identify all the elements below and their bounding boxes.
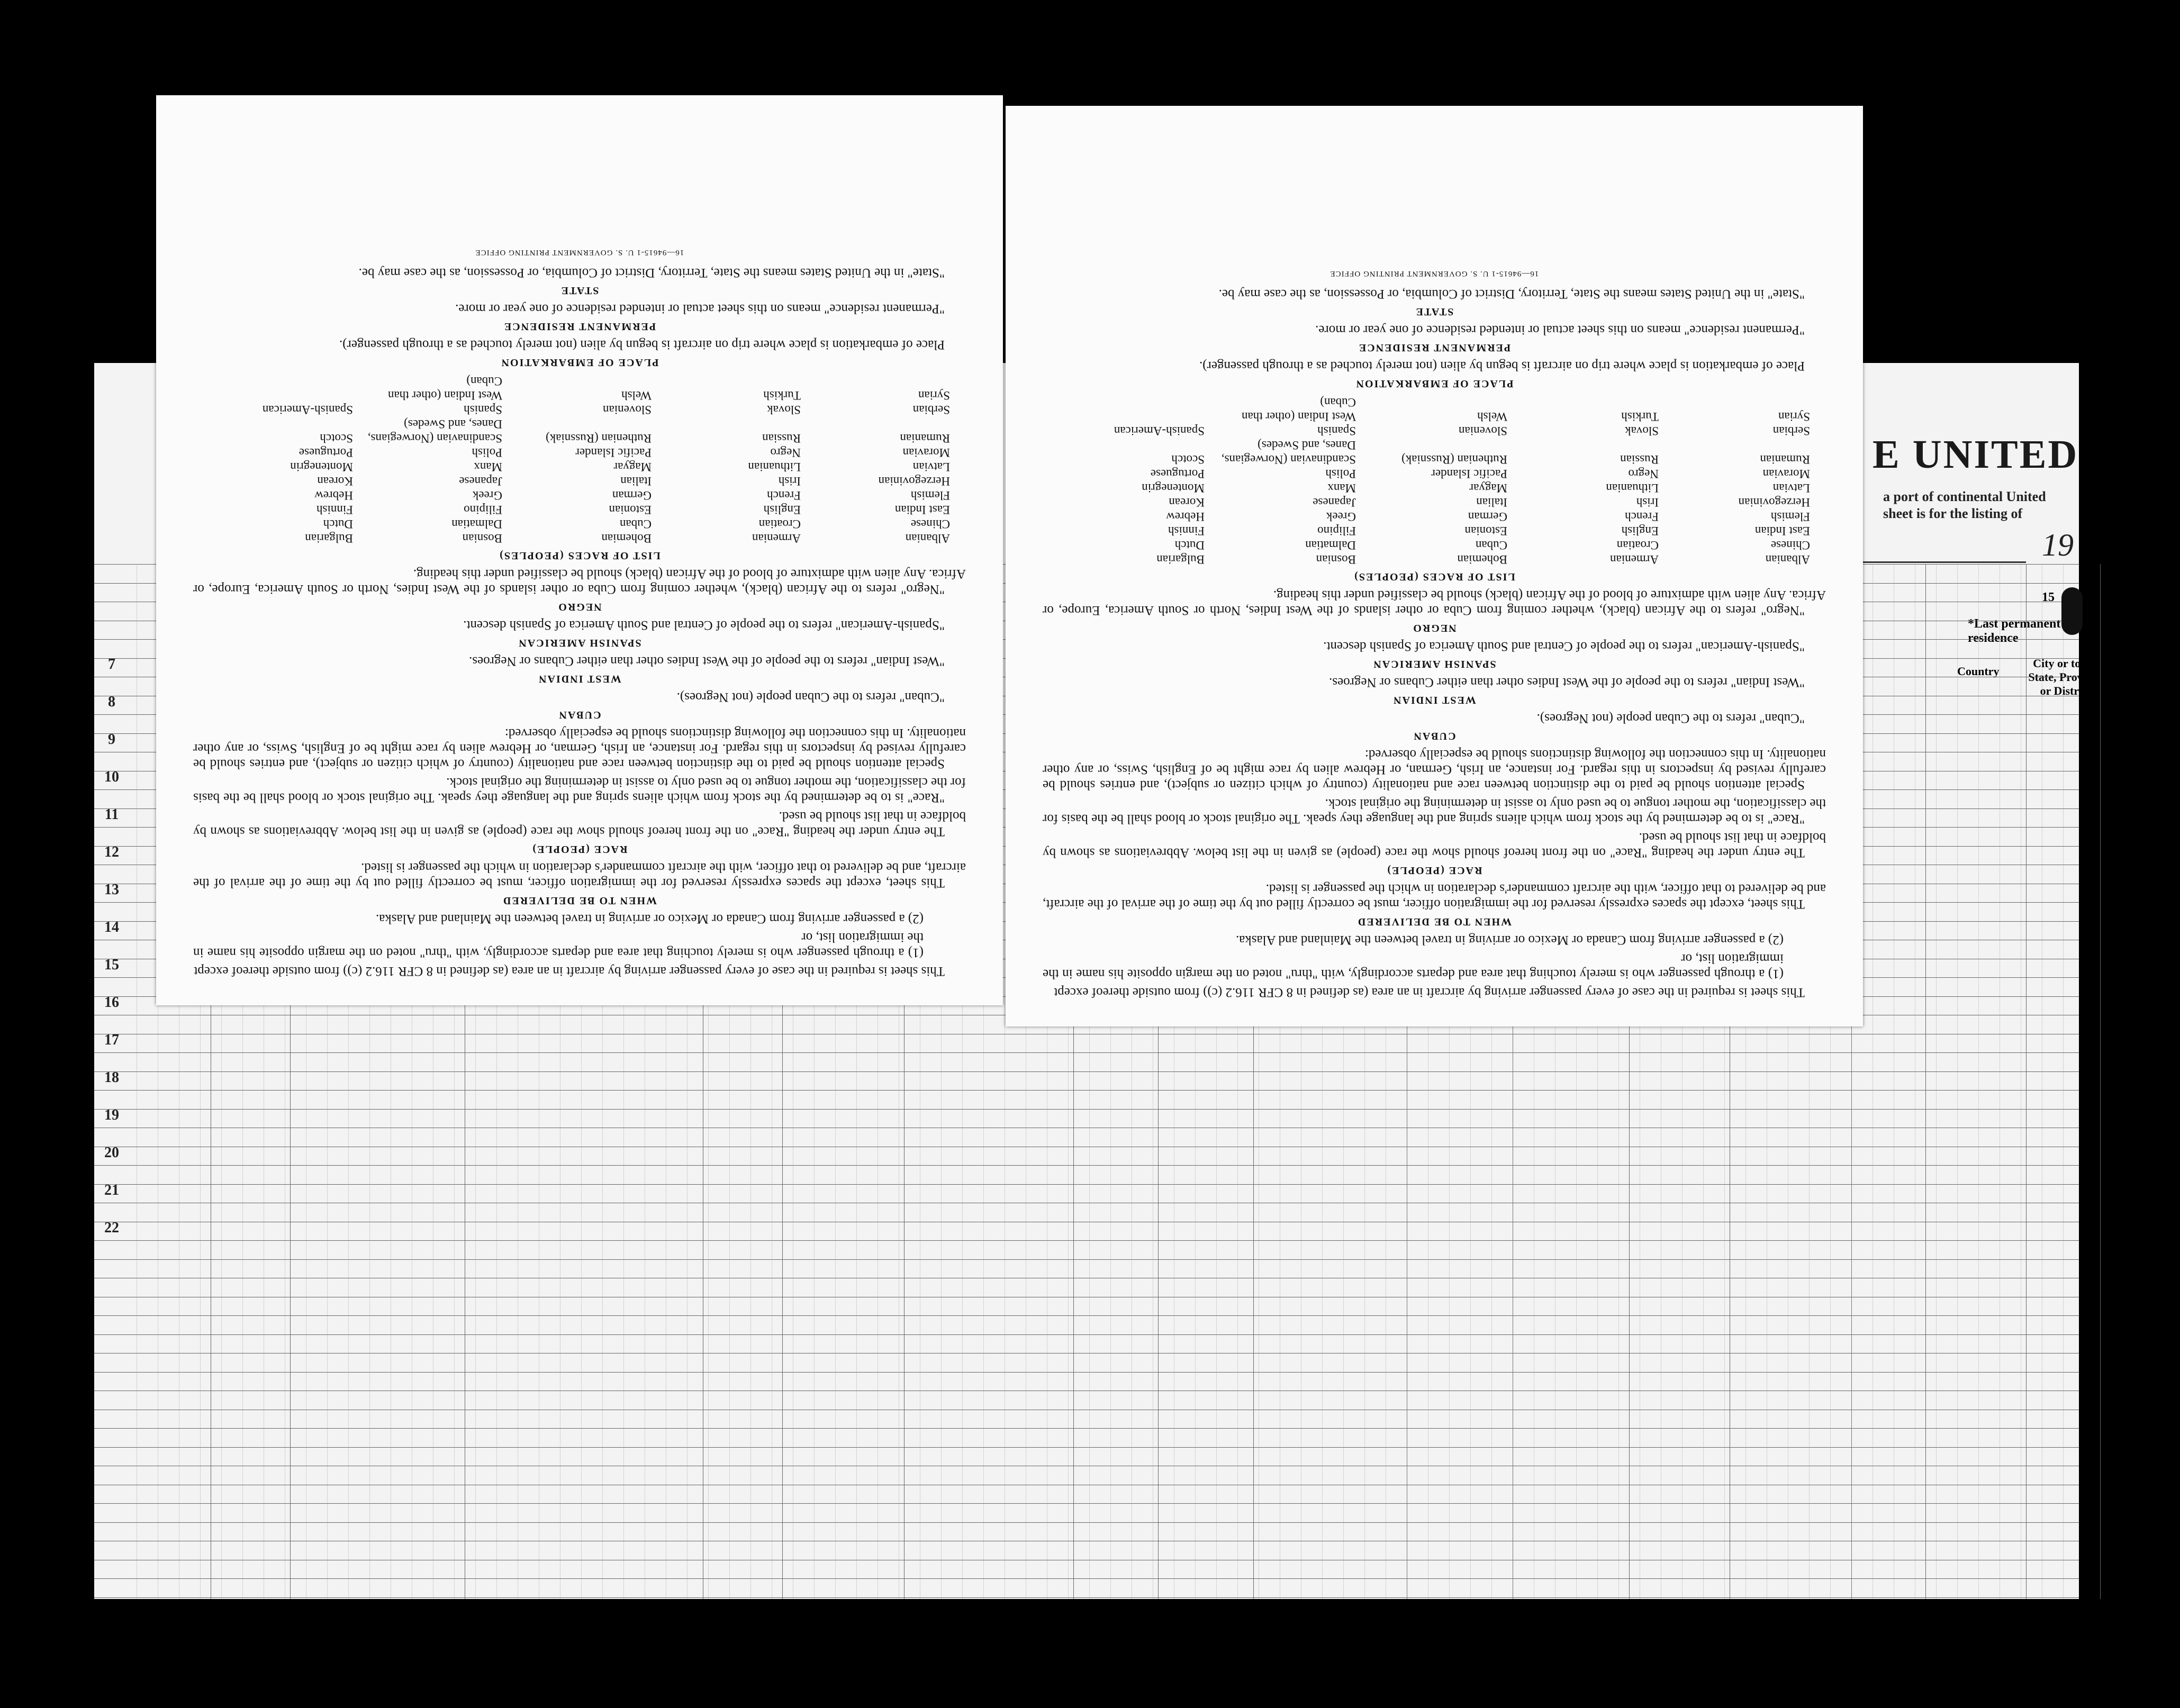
race-entry: Moravian	[902, 446, 950, 459]
grid-row-line	[94, 1334, 2079, 1335]
race-entry: Croatian	[1616, 539, 1659, 552]
printer-line: 16—94615-1 U. S. GOVERNMENT PRINTING OFFICE	[475, 248, 684, 257]
race-entry: Slovenian	[603, 403, 652, 416]
intro-text: This sheet is required in the case of every passenger arriving by aircraft in an area (as defined in 8 CFR 116.2 (c)) from outside thereof except	[194, 964, 945, 978]
ledger-title-fragment: E UNITED	[1873, 432, 2079, 477]
race-entry: Serbian	[912, 403, 950, 416]
cuban-text: "Cuban" refers to the Cuban people (not Negroes).	[676, 690, 945, 704]
race-entry: Montenegrin	[290, 460, 353, 474]
cuban-heading: CUBAN	[558, 709, 601, 721]
race-entry: Dalmatian	[1305, 539, 1356, 552]
race-entry: Chinese	[1770, 539, 1810, 552]
row-number: 9	[108, 731, 115, 748]
sheet-content-left	[156, 95, 1003, 1005]
negro-text: "Negro" refers to the African (black), whether coming from Cuba or other islands of the West Indies, North or South America, Europe, or Africa. Any alien with admixture of blood of the African (black) should be classified under this heading.	[1043, 588, 1826, 617]
race-entry: West Indian (other than Cuban)	[1242, 396, 1356, 423]
race-text-3: Special attention should be paid to the distinction between race and nationality (country of which citizen or subject), and entries should be carefully revised by inspectors in this regard. For instance, an Irish, German, or Hebrew alien by race might be of English, Swiss, or any other nationality. In this connection the following distinctions should be especially observed:	[1043, 747, 1826, 792]
race-entry: Turkish	[763, 389, 801, 402]
race-entry: Ruthenian (Russniak)	[1401, 453, 1507, 466]
intro-text: This sheet is required in the case of every passenger arriving by aircraft in an area (as defined in 8 CFR 116.2 (c)) from outside thereof except	[1054, 985, 1805, 1000]
race-entry: Bohemian	[1457, 553, 1507, 566]
instruction-sheet-left	[156, 95, 1003, 1005]
races-list	[209, 374, 950, 546]
when-text: This sheet, except the spaces expressly reserved for the immigration officer, must be correctly filled out by the time of the arrival of the aircraft, and be delivered to that officer, with the aircraft commander's declaration in which the passenger is listed.	[1043, 882, 1826, 911]
race-entry: Spanish	[464, 403, 502, 416]
spanish-american-heading: SPANISH AMERICAN	[1372, 658, 1496, 670]
race-heading: RACE (PEOPLE)	[531, 843, 628, 855]
race-entry: Spanish	[1317, 424, 1356, 438]
exception-item-1: (1) a through passenger who is merely touching that area and departs accordingly, with "thru" noted on the margin opposite his name in the immigration list, or	[1043, 951, 1784, 981]
races-list-heading: LIST OF RACES (PEOPLES)	[1353, 571, 1515, 583]
race-entry: Dalmatian	[451, 517, 502, 531]
exception-item-2: (2) a passenger arriving from Canada or Mexico or arriving in travel between the Mainland and Alaska.	[1235, 933, 1784, 947]
race-entry: Slovak	[1625, 424, 1659, 438]
race-entry: Russian	[762, 432, 801, 445]
west-indian-text: "West Indian" refers to the people of the West Indies other than either Cubans or Negroes.	[1329, 675, 1805, 689]
race-entry: Manx	[474, 460, 502, 474]
negro-text: "Negro" refers to the African (black), whether coming from Cuba or other islands of the West Indies, North or South America, Europe, or Africa. Any alien with admixture of blood of the African (black) should be classified under this heading.	[193, 567, 966, 596]
race-entry: Hebrew	[314, 489, 353, 502]
residence-text: "Permanent residence" means on this sheet actual or intended residence of one year or more.	[455, 302, 945, 316]
race-entry: Syrian	[1778, 410, 1810, 423]
row-number: 11	[104, 806, 119, 823]
grid-row-line	[94, 1447, 2079, 1448]
race-entry: Polish	[472, 446, 502, 459]
race-entry: Bohemian	[601, 532, 652, 545]
race-entry: Herzegovinian	[878, 475, 950, 488]
grid-row-line	[94, 1052, 2079, 1053]
race-entry: Dutch	[323, 517, 353, 531]
race-entry: Spanish-American	[262, 403, 353, 416]
cuban-heading: CUBAN	[1413, 730, 1456, 742]
race-entry: Korean	[1169, 496, 1205, 509]
race-entry: Bosnian	[462, 532, 502, 545]
race-entry: Lithuanian	[1606, 481, 1659, 495]
grid-row-line	[94, 1259, 2079, 1260]
race-entry: Manx	[1327, 481, 1356, 495]
grid-column-line	[2100, 564, 2101, 1599]
race-entry: Slovak	[767, 403, 801, 416]
race-entry: Cuban	[1475, 539, 1507, 552]
race-entry: Irish	[778, 475, 801, 488]
exception-item-2: (2) a passenger arriving from Canada or Mexico or arriving in travel between the Mainland and Alaska.	[375, 912, 924, 926]
race-entry: Korean	[317, 475, 353, 488]
race-entry: Pacific Islander	[1431, 467, 1507, 480]
race-entry: Croatian	[758, 517, 801, 531]
race-entry: Rumanian	[900, 432, 950, 445]
city-header: City or town, State, Province or District	[2028, 657, 2103, 697]
west-indian-heading: WEST INDIAN	[538, 673, 621, 685]
negro-heading: NEGRO	[1412, 622, 1457, 634]
column-number: 15	[2042, 590, 2055, 604]
residence-text: "Permanent residence" means on this sheet actual or intended residence of one year or more.	[1315, 323, 1805, 337]
grid-row-line	[94, 1597, 2079, 1598]
race-entry: Bulgarian	[1156, 553, 1205, 566]
race-entry: Negro	[1628, 467, 1659, 480]
grid-row-line	[94, 1522, 2079, 1523]
race-entry: German	[612, 489, 652, 502]
race-entry: East Indian	[894, 503, 950, 516]
instruction-sheet-right	[1006, 106, 1863, 1026]
race-entry: Armenian	[1610, 553, 1659, 566]
race-entry: Rumanian	[1760, 453, 1810, 466]
grid-fine-line	[1978, 564, 1979, 1599]
grid-column-line	[2026, 564, 2027, 1599]
race-entry: Latvian	[912, 460, 950, 474]
exception-item-1: (1) a through passenger who is merely touching that area and departs accordingly, with "thru" noted on the margin opposite his name in the immigration list, or	[193, 930, 924, 960]
race-entry: Bulgarian	[305, 532, 353, 545]
race-entry: Japanese	[459, 475, 502, 488]
race-entry: Scotch	[1171, 453, 1205, 466]
races-list	[1059, 395, 1810, 567]
race-entry: Syrian	[918, 389, 950, 402]
printer-line: 16—94615-1 U. S. GOVERNMENT PRINTING OFFICE	[1329, 269, 1539, 278]
race-entry: English	[763, 503, 801, 516]
race-entry: West Indian (other than Cuban)	[388, 375, 502, 402]
residence-heading: PERMANENT RESIDENCE	[1358, 342, 1511, 353]
grid-column-line	[1925, 564, 1926, 1599]
grid-fine-line	[2063, 564, 2064, 1599]
race-heading: RACE (PEOPLE)	[1386, 865, 1482, 876]
embarkation-heading: PLACE OF EMBARKATION	[500, 357, 659, 368]
race-entry: Filipino	[464, 503, 502, 516]
grid-row-line	[94, 1428, 2079, 1429]
race-entry: Greek	[472, 489, 502, 502]
spanish-american-text: "Spanish-American" refers to the people of Central and South America of Spanish descent.	[1323, 639, 1805, 653]
grid-row-line	[94, 1578, 2079, 1579]
race-entry: Italian	[1476, 496, 1507, 509]
cuban-text: "Cuban" refers to the Cuban people (not Negroes).	[1536, 711, 1805, 725]
race-entry: Lithuanian	[748, 460, 801, 474]
race-entry: English	[1621, 524, 1659, 538]
race-entry: Latvian	[1772, 481, 1810, 495]
row-number: 17	[104, 1032, 119, 1048]
row-number: 22	[104, 1220, 119, 1236]
race-entry: French	[767, 489, 801, 502]
grid-row-line	[94, 1090, 2079, 1091]
race-entry: Portuguese	[1150, 467, 1205, 480]
race-entry: Slovenian	[1459, 424, 1507, 438]
race-entry: Estonian	[1464, 524, 1507, 538]
grid-row-line	[94, 1184, 2079, 1185]
spanish-american-text: "Spanish-American" refers to the people of Central and South America of Spanish descent.	[463, 618, 945, 632]
race-entry: Scandinavian (Norwegians, Danes, and Swedes)	[367, 417, 502, 445]
race-entry: Albanian	[1765, 553, 1810, 566]
row-number: 16	[104, 994, 119, 1011]
state-text: "State" in the United States means the State, Territory, District of Columbia, or Possession, as the case may be.	[1218, 287, 1805, 301]
race-entry: Cuban	[619, 517, 652, 531]
race-entry: Filipino	[1317, 524, 1356, 538]
row-number: 20	[104, 1144, 119, 1161]
race-entry: Hebrew	[1166, 510, 1205, 523]
race-entry: Flemish	[1770, 510, 1810, 523]
row-number: 18	[104, 1069, 119, 1086]
ledger-subtitle-line2: sheet is for the listing of	[1883, 506, 2023, 521]
race-entry: French	[1625, 510, 1659, 523]
grid-fine-line	[1957, 564, 1958, 1599]
grid-row-line	[94, 1109, 2079, 1110]
race-entry: Polish	[1325, 467, 1356, 480]
race-entry: Italian	[620, 475, 652, 488]
west-indian-text: "West Indian" refers to the people of the West Indies other than either Cubans or Negroes.	[469, 654, 945, 668]
race-text-3: Special attention should be paid to the distinction between race and nationality (country of which citizen or subject), and entries should be carefully revised by inspectors in this regard. For instance, an Irish, German, or Hebrew alien by race might be of English, Swiss, or any other nationality. In this connection the following distinctions should be especially observed:	[193, 726, 966, 771]
row-number: 21	[104, 1182, 119, 1198]
date-line	[1857, 561, 2026, 563]
race-entry: Spanish-American	[1114, 424, 1205, 438]
race-entry: Flemish	[910, 489, 950, 502]
races-list-heading: LIST OF RACES (PEOPLES)	[499, 550, 661, 561]
when-heading: WHEN TO BE DELIVERED	[502, 895, 657, 906]
grid-row-line	[94, 1503, 2079, 1504]
state-heading: STATE	[1415, 306, 1454, 317]
race-entry: Negro	[770, 446, 801, 459]
race-entry: Turkish	[1621, 410, 1659, 423]
grid-row-line	[94, 1071, 2079, 1072]
embarkation-text: Place of embarkation is place where trip on aircraft is begun by alien (not merely touched as a through passenger).	[1199, 359, 1805, 373]
race-entry: Portuguese	[298, 446, 353, 459]
race-entry: Scandinavian (Norwegians, Danes, and Swedes)	[1221, 439, 1356, 466]
race-entry: Greek	[1326, 510, 1356, 523]
row-number: 14	[104, 919, 119, 935]
race-entry: East Indian	[1754, 524, 1810, 538]
race-entry: Bosnian	[1316, 553, 1356, 566]
race-entry: Albanian	[905, 532, 950, 545]
race-text-1: The entry under the heading "Race" on the front hereof should show the race (people) as given in the list below. Abbreviations as shown by boldface in that list should be used.	[193, 809, 966, 839]
race-entry: Welsh	[1477, 410, 1507, 423]
when-heading: WHEN TO BE DELIVERED	[1356, 916, 1512, 928]
embarkation-text: Place of embarkation is place where trip on aircraft is begun by alien (not merely touched as a through passenger).	[339, 338, 945, 352]
binder-tab	[2061, 587, 2083, 635]
ledger-subtitle-line1: a port of continental United	[1883, 489, 2046, 504]
grid-row-line	[94, 1165, 2079, 1166]
race-entry: Moravian	[1762, 467, 1810, 480]
race-entry: Magyar	[613, 460, 652, 474]
state-heading: STATE	[560, 285, 599, 296]
state-text: "State" in the United States means the State, Territory, District of Columbia, or Possession, as the case may be.	[358, 266, 945, 280]
race-entry: Ruthenian (Russniak)	[546, 432, 652, 445]
row-number: 10	[104, 769, 119, 785]
race-entry: German	[1468, 510, 1507, 523]
row-number: 19	[104, 1107, 119, 1123]
race-entry: Chinese	[910, 517, 950, 531]
race-entry: Welsh	[621, 389, 652, 402]
west-indian-heading: WEST INDIAN	[1392, 694, 1476, 706]
row-number: 7	[108, 656, 115, 673]
grid-row-line	[94, 1372, 2079, 1373]
race-entry: Herzegovinian	[1738, 496, 1810, 509]
grid-row-line	[94, 1315, 2079, 1316]
race-text-2: "Race" is to be determined by the stock from which aliens spring and the language they speak. The original stock or blood shall be the basis for the classification, the mother tongue to be used only to assist in determining the original stock.	[193, 775, 966, 805]
race-entry: Finnish	[316, 503, 353, 516]
grid-row-line	[94, 1240, 2079, 1241]
race-entry: Russian	[1620, 453, 1659, 466]
race-entry: Irish	[1636, 496, 1659, 509]
when-text: This sheet, except the spaces expressly reserved for the immigration officer, must be correctly filled out by the time of the arrival of the aircraft, and be delivered to that officer, with the aircraft commander's declaration in which the passenger is listed.	[193, 860, 966, 890]
row-number: 13	[104, 882, 119, 898]
date-year: 19	[2042, 528, 2074, 562]
negro-heading: NEGRO	[557, 601, 602, 613]
row-number: 15	[104, 957, 119, 973]
last-residence-header: *Last permanent residence	[1968, 617, 2061, 645]
race-entry: Armenian	[752, 532, 801, 545]
race-entry: Estonian	[609, 503, 652, 516]
residence-heading: PERMANENT RESIDENCE	[503, 321, 656, 332]
race-entry: Japanese	[1313, 496, 1356, 509]
race-entry: Scotch	[320, 432, 353, 445]
race-entry: Dutch	[1174, 539, 1205, 552]
grid-fine-line	[1936, 564, 1937, 1599]
race-entry: Magyar	[1469, 481, 1507, 495]
embarkation-heading: PLACE OF EMBARKATION	[1355, 378, 1514, 389]
row-number: 12	[104, 844, 119, 860]
sheet-content-right	[1006, 106, 1863, 1026]
race-text-1: The entry under the heading "Race" on the front hereof should show the race (people) as given in the list below. Abbreviations as shown by boldface in that list should be used.	[1043, 830, 1826, 860]
race-entry: Serbian	[1772, 424, 1810, 438]
country-header: Country	[1957, 665, 2000, 678]
row-number: 8	[108, 694, 115, 710]
spanish-american-heading: SPANISH AMERICAN	[518, 637, 641, 649]
race-entry: Pacific Islander	[575, 446, 652, 459]
race-text-2: "Race" is to be determined by the stock from which aliens spring and the language they speak. The original stock or blood shall be the basis for the classification, the mother tongue to be used only to assist in determining the original stock.	[1043, 796, 1826, 826]
race-entry: Montenegrin	[1142, 481, 1205, 495]
race-entry: Finnish	[1168, 524, 1205, 538]
